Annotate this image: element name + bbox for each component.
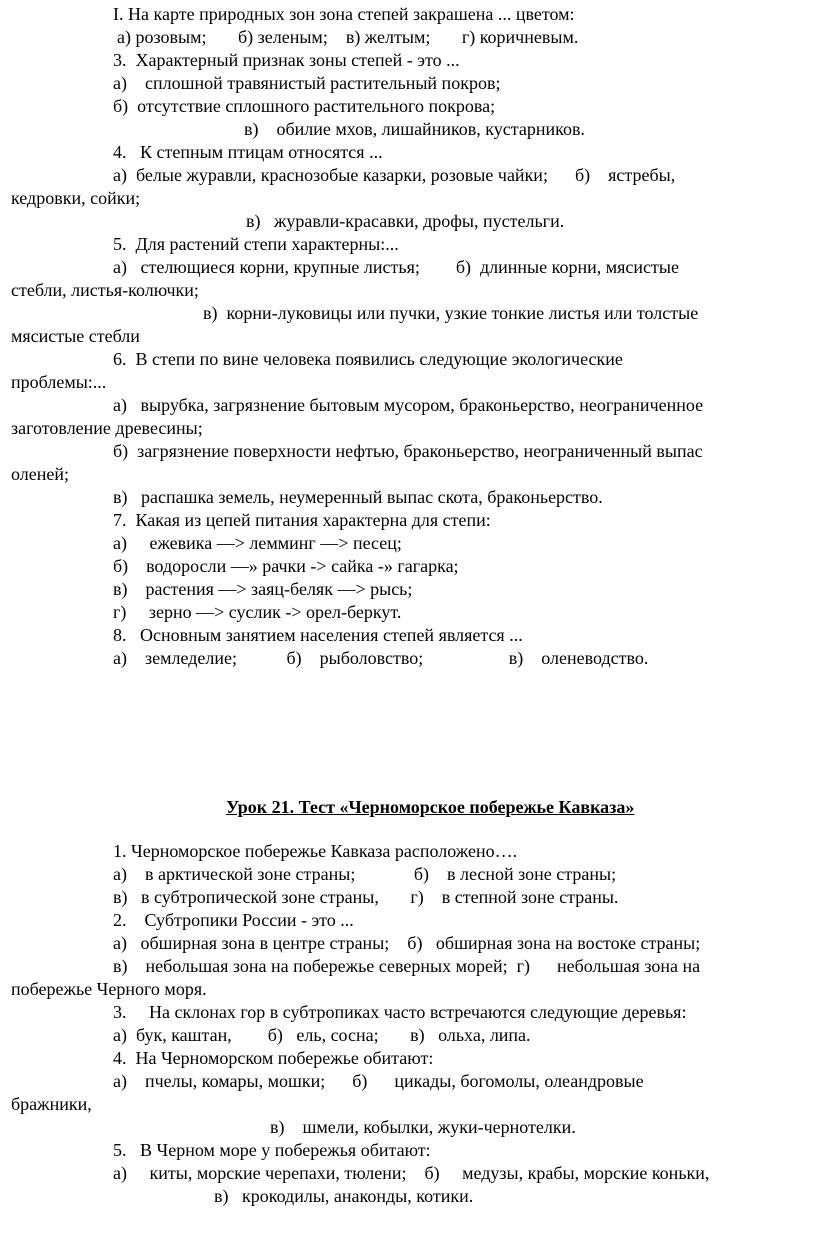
answer-option: в) крокодилы, анаконды, котики.: [214, 1186, 474, 1206]
lesson-title: Урок 21. Тест «Черноморское побережье Кавказа»: [226, 797, 635, 817]
answer-continuation: бражники,: [11, 1094, 92, 1114]
answer-option: б) водоросли —» рачки -> сайка -» гагарка;: [113, 556, 459, 576]
answer-options: а) киты, морские черепахи, тюлени; б) медузы, крабы, морские коньки,: [113, 1163, 710, 1183]
answer-option: а) белые журавли, краснозобые казарки, розовые чайки; б) ястребы,: [113, 165, 676, 185]
answer-option: в) корни-луковицы или пучки, узкие тонкие листья или толстые: [203, 303, 699, 323]
answer-option: в) распашка земель, неумеренный выпас скота, браконьерство.: [113, 487, 603, 507]
question-line: 4. На Черноморском побережье обитают:: [113, 1048, 434, 1068]
answer-options: в) в субтропической зоне страны, г) в степной зоне страны.: [113, 887, 619, 907]
question-line: 3. На склонах гор в субтропиках часто встречаются следующие деревья:: [113, 1002, 687, 1022]
question-line: 2. Субтропики России - это ...: [113, 910, 354, 930]
answer-continuation: оленей;: [11, 464, 69, 484]
question-line: 7. Какая из цепей питания характерна для степи:: [113, 510, 491, 530]
answer-option: а) вырубка, загрязнение бытовым мусором, браконьерство, неограниченное: [113, 395, 704, 415]
question-line: 5. Для растений степи характерны:...: [113, 234, 399, 254]
answer-continuation: кедровки, сойки;: [11, 188, 141, 208]
answer-options: а) пчелы, комары, мошки; б) цикады, богомолы, олеандровые: [113, 1071, 644, 1091]
answer-option: в) обилие мхов, лишайников, кустарников.: [244, 119, 585, 139]
answer-option: а) ежевика —> лемминг —> песец;: [113, 533, 402, 553]
answer-option: в) шмели, кобылки, жуки-чернотелки.: [270, 1117, 576, 1137]
question-line: 5. В Черном море у побережья обитают:: [113, 1140, 431, 1160]
answer-options: а) земледелие; б) рыболовство; в) оленеводство.: [113, 648, 649, 668]
answer-option: а) сплошной травянистый растительный покров;: [113, 73, 501, 93]
answer-option: б) загрязнение поверхности нефтью, браконьерство, неограниченный выпас: [113, 441, 703, 461]
answer-continuation: мясистые стебли: [11, 326, 140, 346]
question-line: 6. В степи по вине человека появились следующие экологические: [113, 349, 623, 369]
question-line: 3. Характерный признак зоны степей - это ...: [113, 50, 460, 70]
answer-option: б) отсутствие сплошного растительного покрова;: [113, 96, 496, 116]
answer-option: в) растения —> заяц-беляк —> рысь;: [113, 579, 413, 599]
answer-option: а) стелющиеся корни, крупные листья; б) длинные корни, мясистые: [113, 257, 679, 277]
answer-continuation: побережье Черного моря.: [11, 979, 207, 999]
answer-options: а) бук, каштан, б) ель, сосна; в) ольха, липа.: [113, 1025, 531, 1045]
answer-options: а) розовым; б) зеленым; в) желтым; г) коричневым.: [117, 27, 579, 47]
question-line: 8. Основным занятием населения степей является ...: [113, 625, 523, 645]
answer-option: в) журавли-красавки, дрофы, пустельги.: [246, 211, 565, 231]
answer-options: а) в арктической зоне страны; б) в лесной зоне страны;: [113, 864, 617, 884]
question-line: 4. К степным птицам относятся ...: [113, 142, 383, 162]
answer-options: в) небольшая зона на побережье северных морей; г) небольшая зона на: [113, 956, 701, 976]
question-line: 1. Черноморское побережье Кавказа расположено….: [113, 841, 518, 861]
answer-continuation: стебли, листья-колючки;: [11, 280, 199, 300]
question-continuation: проблемы:...: [11, 372, 107, 392]
question-line: I. На карте природных зон зона степей закрашена ... цветом:: [113, 4, 575, 24]
answer-continuation: заготовление древесины;: [11, 418, 203, 438]
answer-option: г) зерно —> суслик -> орел-беркут.: [113, 602, 402, 622]
answer-options: а) обширная зона в центре страны; б) обширная зона на востоке страны;: [113, 933, 701, 953]
